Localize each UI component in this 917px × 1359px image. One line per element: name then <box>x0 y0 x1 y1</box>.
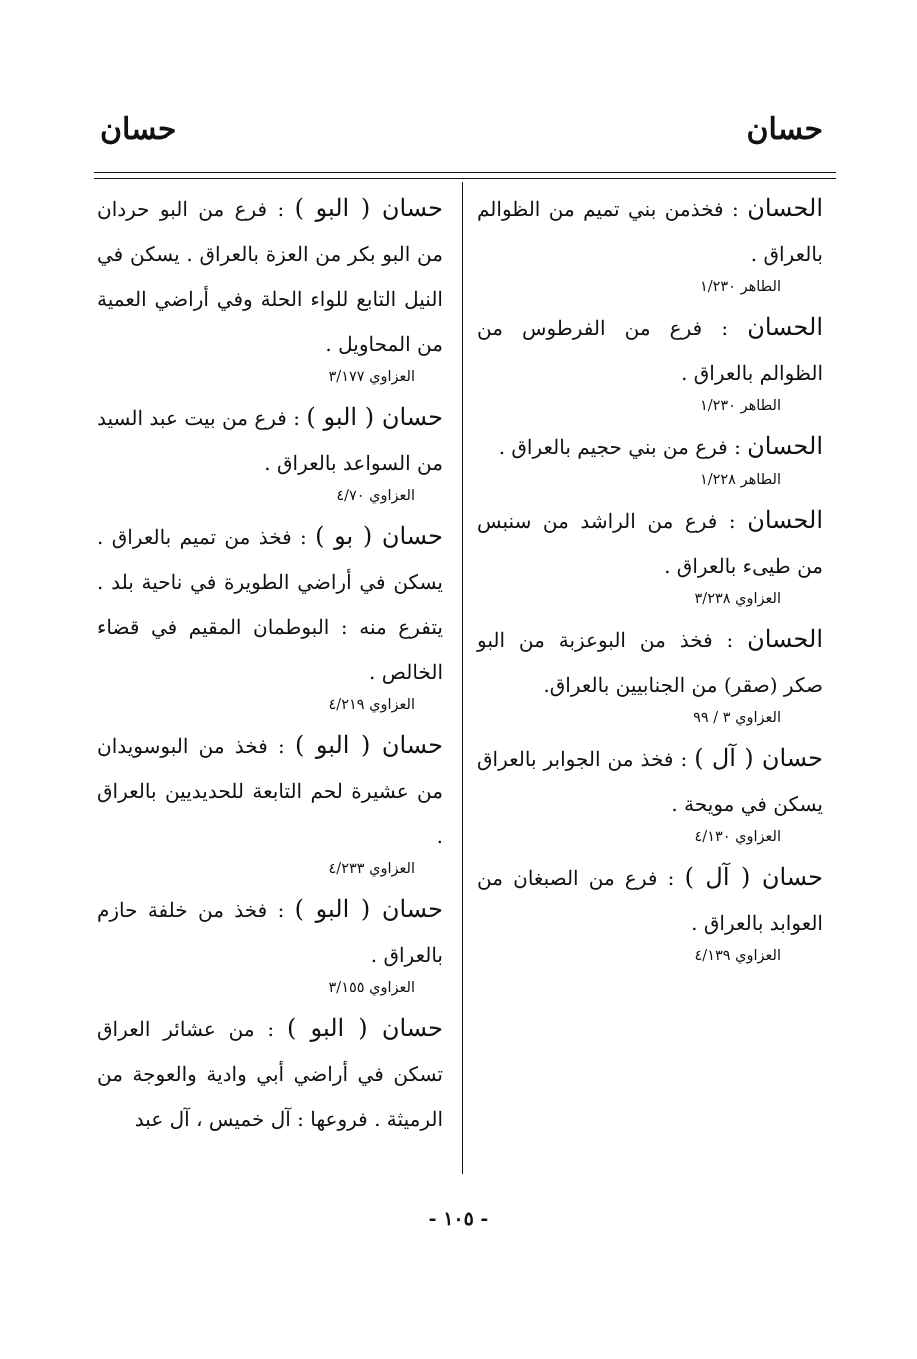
column-divider <box>462 182 463 1174</box>
entry-definition: : من عشائر العراق تسكن في أراضي أبي وادية والعوجة من الرميثة . فروعها : آل خميس ، آل عبد <box>97 1017 443 1131</box>
entry-definition: : فرع من بيت عبد السيد من السواعد بالعراق . <box>97 406 443 475</box>
entry-lemma: حسان ( آل ) <box>684 863 824 891</box>
entry-reference: العزاوي ٤/٢١٩ <box>328 697 415 713</box>
entry-definition: : فخذ من البوعزبة من البو صكر (صقر) من الجنابيين بالعراق. <box>477 628 823 697</box>
entry-definition: : فرع من الراشد من سنبس من طيىء بالعراق . <box>477 509 823 578</box>
entry-definition: : فخذ من البوسويدان من عشيرة لحم التابعة للحديديين بالعراق . <box>97 734 443 848</box>
entry-lemma: حسان ( البو ) <box>306 403 444 431</box>
entry <box>477 736 823 847</box>
entry-lemma: حسان ( آل ) <box>694 744 823 772</box>
entry-reference: العزاوي ٣/١٥٥ <box>328 980 415 996</box>
entry <box>477 617 823 728</box>
entry <box>97 723 443 879</box>
entry-reference: الطاهر ١/٢٣٠ <box>699 279 781 295</box>
entry <box>477 498 823 609</box>
entry-lemma: الحسان <box>747 506 824 534</box>
entry-reference: العزاوي ٤/٢٣٣ <box>328 861 415 877</box>
entry-definition: : فرع من البو حردان من البو بكر من العزة بالعراق . يسكن في النيل التابع للواء الحلة وفي أراضي العمية من المحاويل . <box>97 197 443 356</box>
entry-lemma: حسان ( بو ) <box>315 522 444 550</box>
entry-lemma: الحسان <box>747 313 824 341</box>
entry-reference: الطاهر ١/٢٢٨ <box>699 472 781 488</box>
header-rule-bottom <box>94 178 836 179</box>
entry-lemma: حسان ( البو ) <box>294 731 444 759</box>
right-column <box>477 186 823 974</box>
entry-reference: العزاوي ٤/٧٠ <box>336 488 415 504</box>
page-number: - ١٠٥ - <box>428 1208 489 1230</box>
entry <box>477 855 823 966</box>
entry-reference: العزاوي ٣/١٧٧ <box>328 369 415 385</box>
entry-lemma: حسان ( البو ) <box>294 895 444 923</box>
entry-definition: : فخذ من الجوابر بالعراق يسكن في مويحة . <box>477 747 823 816</box>
entry <box>477 305 823 416</box>
entry-reference: العزاوي ٣/٢٣٨ <box>694 591 781 607</box>
entry <box>97 395 443 506</box>
entry-lemma: حسان ( البو ) <box>294 194 444 222</box>
entry-reference: العزاوي ٤/١٣٩ <box>694 948 781 964</box>
header-rule-top <box>94 172 836 173</box>
entry-lemma: الحسان <box>747 625 823 653</box>
left-column <box>97 186 443 1142</box>
entry-definition: : فرع من الصبغان من العوابد بالعراق . <box>477 866 823 935</box>
entry-lemma: حسان ( البو ) <box>287 1014 443 1042</box>
running-header-right: حسان <box>746 112 823 147</box>
entry <box>477 186 823 297</box>
entry-reference: الطاهر ١/٢٣٠ <box>699 398 781 414</box>
entry-lemma: الحسان <box>747 194 824 222</box>
entry <box>97 186 443 387</box>
entry <box>477 424 823 490</box>
entry <box>97 887 443 998</box>
entry <box>97 514 443 715</box>
entry-definition: : فخذ من خلفة حازم بالعراق . <box>97 898 443 967</box>
entry-reference: العزاوي ٣ / ٩٩ <box>693 710 781 726</box>
entry-definition: : فرع من الفرطوس من الظوالم بالعراق . <box>477 316 823 385</box>
entry-reference: العزاوي ٤/١٣٠ <box>694 829 781 845</box>
entry-definition: : فخذ من تميم بالعراق . يسكن في أراضي الطويرة في ناحية بلد . يتفرع منه : البوطمان المقيم في قضاء الخالص . <box>97 525 443 684</box>
entry <box>97 1006 443 1142</box>
running-header-left: حسان <box>100 112 177 147</box>
entry-definition: : فرع من بني حجيم بالعراق . <box>498 435 741 459</box>
entry-definition: : فخذمن بني تميم من الظوالم بالعراق . <box>477 197 823 266</box>
entry-lemma: الحسان <box>747 432 823 460</box>
